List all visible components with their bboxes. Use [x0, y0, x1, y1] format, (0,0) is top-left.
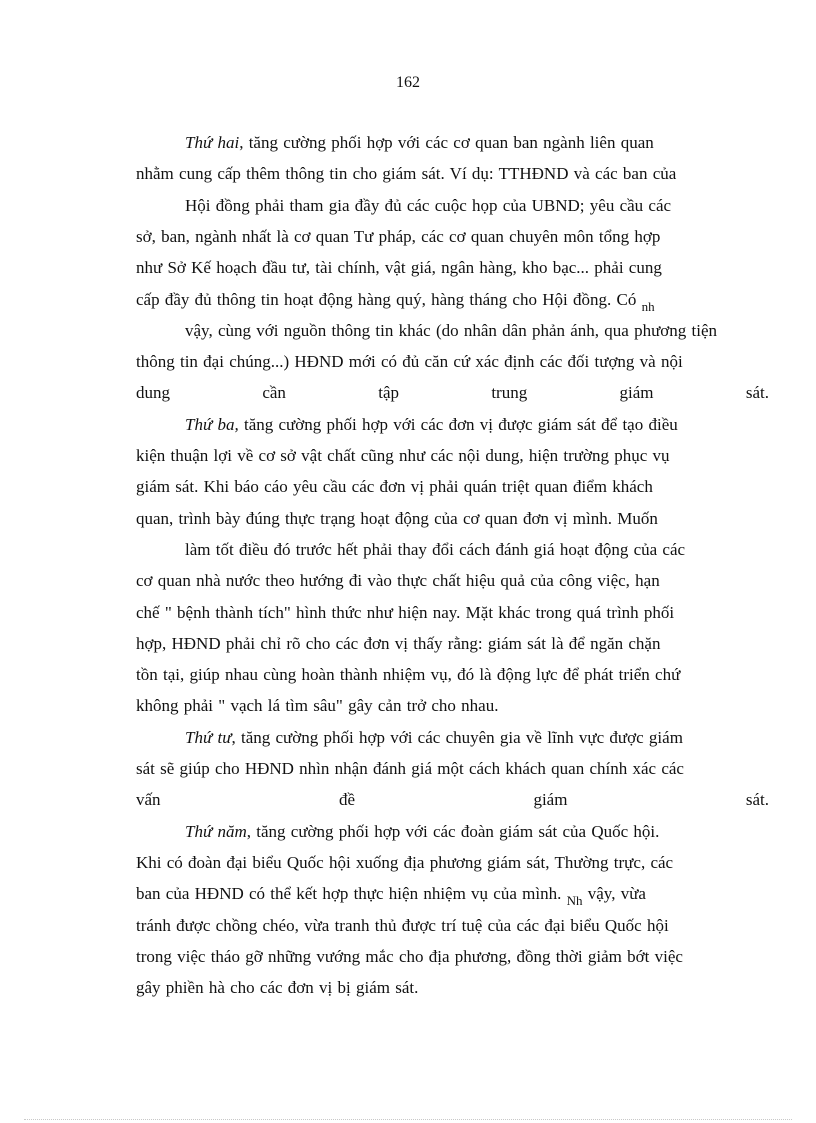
text-line [185, 722, 769, 754]
paragraph-text: Khi có đoàn đại biểu Quốc hội xuống địa phương giám sát, Thường trực, các [136, 852, 674, 872]
paragraph-text: tăng cường phối hợp với các đơn vị được giám sát để tạo điều [238, 414, 678, 434]
text-line [136, 221, 769, 253]
text-line [136, 659, 769, 691]
justified-word: cần [262, 383, 286, 403]
text-line [136, 284, 740, 316]
justified-word: dung [136, 383, 170, 403]
paragraph-text: chế " bệnh thành tích" hình thức như hiện nay. Mặt khác trong quá trình phối [136, 602, 675, 622]
justified-word: giám [619, 383, 654, 403]
stray-glyph: Nh [566, 893, 583, 909]
justified-word: tập [378, 383, 399, 403]
paragraph-text: sở, ban, ngành nhất là cơ quan Tư pháp, các cơ quan chuyên môn tổng hợp [136, 226, 661, 246]
section-heading-italic: Thứ năm [185, 821, 247, 841]
paragraph-text: tránh được chồng chéo, vừa tranh thủ được trí tuệ của các đại biểu Quốc hội [136, 915, 669, 935]
text-line [136, 565, 769, 597]
paragraph-text: , tăng cường phối hợp với các chuyên gia về lĩnh vực được giám [231, 727, 683, 747]
paragraph-text: trong việc tháo gỡ những vướng mắc cho địa phương, đồng thời giảm bớt việc [136, 946, 683, 966]
paragraph-text: làm tốt điều đó trước hết phải thay đổi cách đánh giá hoạt động của các [185, 539, 686, 559]
text-line [136, 471, 769, 503]
text-line [185, 816, 769, 848]
text-line [136, 941, 769, 973]
justified-word: trung [491, 383, 528, 403]
paragraph-text: nhằm cung cấp thêm thông tin cho giám sát. Ví dụ: TTHĐND và các ban của [136, 164, 677, 184]
text-line [136, 252, 769, 284]
paragraph-text: tồn tại, giúp nhau cùng hoàn thành nhiệm vụ, đó là động lực để phát triển chứ [136, 665, 681, 685]
paragraph-text: hợp, HĐND phải chỉ rõ cho các đơn vị thấy rằng: giám sát là để ngăn chặn [136, 633, 661, 653]
page-number: 162 [396, 74, 420, 91]
paragraph-text: giám sát. Khi báo cáo yêu cầu các đơn vị phải quán triệt quan điểm khách [136, 477, 653, 497]
text-line [136, 377, 769, 409]
text-line [136, 346, 769, 378]
justified-word: sát. [745, 790, 769, 810]
paragraph-text: ban của HĐND có thể kết hợp thực hiện nhiệm vụ của mình. [136, 884, 567, 904]
paragraph-text: sát sẽ giúp cho HĐND nhìn nhận đánh giá một cách khách quan chính xác các [136, 759, 684, 778]
justified-word: vấn [136, 790, 161, 810]
paragraph-text: không phải " vạch lá tìm sâu" gây cản trở cho nhau. [136, 696, 499, 716]
text-line [136, 972, 500, 1004]
text-line [136, 690, 600, 722]
text-line [185, 127, 769, 159]
paragraph-text: thông tin đại chúng...) HĐND mới có đủ căn cứ xác định các đối tượng và nội [136, 352, 683, 372]
text-line [185, 190, 769, 222]
paragraph-text: Hội đồng phải tham gia đầy đủ các cuộc họp của UBND; yêu cầu các [185, 195, 672, 215]
paragraph-text: cấp đầy đủ thông tin hoạt động hàng quý, hàng tháng cho Hội đồng. Có [136, 289, 637, 309]
paragraph-text: , tăng cường phối hợp với các cơ quan ban ngành liên quan [239, 133, 654, 152]
paragraph-text: như Sở Kế hoạch đầu tư, tài chính, vật giá, ngân hàng, kho bạc... phải cung [136, 258, 662, 278]
text-line [185, 534, 769, 566]
justified-word: sát. [745, 383, 769, 403]
text-line [136, 878, 769, 910]
section-heading-italic: Thứ tư [185, 727, 232, 747]
text-line [136, 158, 769, 190]
paragraph-text: , tăng cường phối hợp với các đoàn giám sát của Quốc hội. [246, 821, 660, 841]
paragraph-text: quan, trình bày đúng thực trạng hoạt động của cơ quan đơn vị mình. Muốn [136, 508, 658, 528]
section-heading-italic: Thứ ba, [185, 414, 239, 434]
paragraph-text: gây phiền hà cho các đơn vị bị giám sát. [136, 978, 419, 998]
text-line [185, 315, 769, 347]
stray-glyph: nh [641, 298, 655, 314]
paragraph-text: cơ quan nhà nước theo hướng đi vào thực chất hiệu quả của công việc, hạn [136, 571, 660, 591]
text-line [136, 440, 769, 472]
paragraph-text: kiện thuận lợi về cơ sở vật chất cũng như các nội dung, hiện trường phục vụ [136, 446, 670, 465]
text-line [136, 503, 769, 535]
justified-word: giám [533, 790, 568, 810]
text-line [136, 847, 769, 879]
text-line [136, 753, 769, 785]
section-heading-italic: Thứ hai [185, 133, 240, 152]
text-line [136, 628, 769, 660]
justified-word: đề [338, 790, 356, 810]
text-line [136, 910, 769, 942]
paragraph-text: vậy, vừa [582, 884, 646, 904]
text-line [136, 597, 769, 629]
footer-divider [24, 1119, 792, 1120]
text-line [185, 409, 769, 441]
paragraph-text: vậy, cùng với nguồn thông tin khác (do nhân dân phản ánh, qua phương tiện [185, 320, 718, 340]
text-line [136, 784, 769, 816]
